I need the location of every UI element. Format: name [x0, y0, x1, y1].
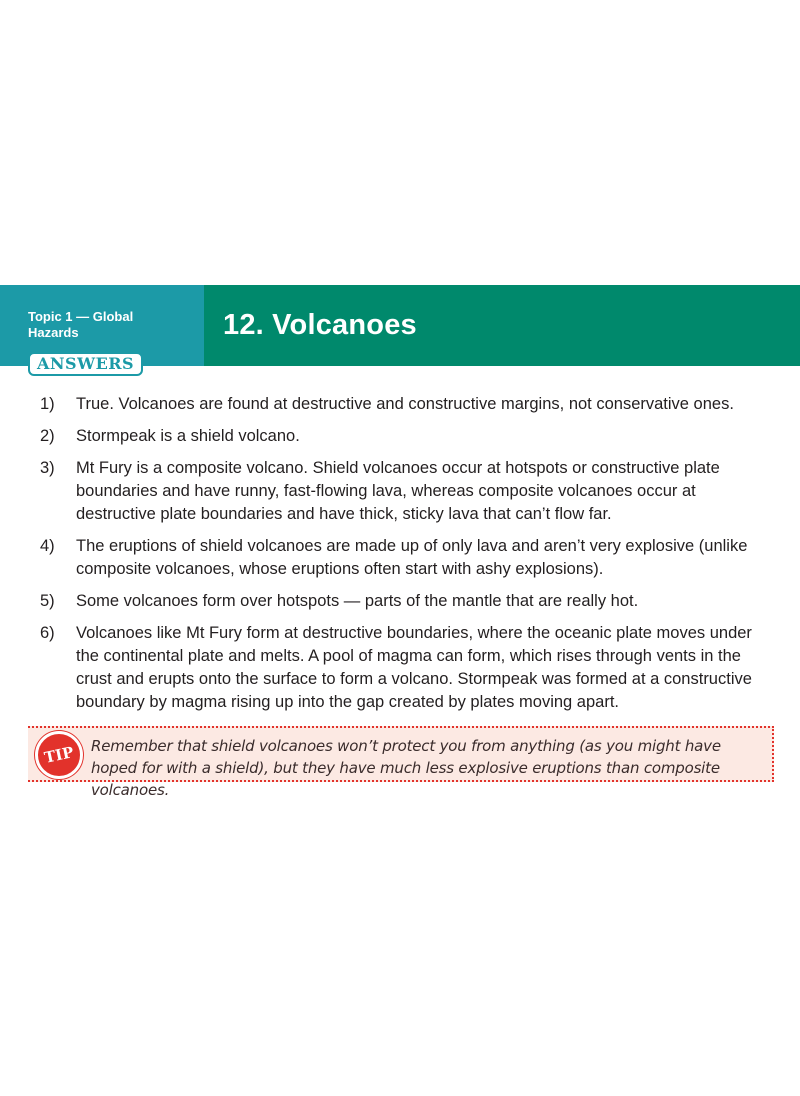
answers-list	[40, 393, 775, 723]
tip-label: TIP	[42, 743, 76, 767]
answer-text: Some volcanoes form over hotspots — parts of the mantle that are really hot.	[76, 592, 639, 610]
tip-badge	[35, 731, 83, 779]
answer-item	[40, 590, 775, 613]
answer-number: 6)	[40, 624, 55, 642]
answer-item	[40, 457, 775, 526]
answer-item	[40, 393, 775, 416]
answer-number: 4)	[40, 537, 55, 555]
answer-number: 5)	[40, 592, 55, 610]
answer-text: The eruptions of shield volcanoes are made up of only lava and aren’t very explosive (unlike composite volcanoes, whose eruptions often start with ashy explosions).	[76, 537, 748, 578]
answer-number: 3)	[40, 459, 55, 477]
topic-label: Topic 1 — Global Hazards	[28, 309, 134, 340]
answer-text: True. Volcanoes are found at destructive and constructive margins, not conservative ones.	[76, 395, 734, 413]
answer-number: 1)	[40, 395, 55, 413]
answer-item	[40, 425, 775, 448]
answer-text: Mt Fury is a composite volcano. Shield volcanoes occur at hotspots or constructive plate boundaries and have runny, fast-flowing lava, whereas composite volcanoes occur at destructive plate boundaries and have thick, sticky lava that can’t flow far.	[76, 459, 720, 523]
tip-text: Remember that shield volcanoes won’t protect you from anything (as you might have hoped for with a shield), but they have much less explosive eruptions than composite volcanoes.	[91, 737, 721, 799]
answer-number: 2)	[40, 427, 55, 445]
title-box	[204, 285, 800, 366]
answer-text: Stormpeak is a shield volcano.	[76, 427, 300, 445]
answer-text: Volcanoes like Mt Fury form at destructive boundaries, where the oceanic plate moves under the continental plate and melts. A pool of magma can form, which rises through vents in the crust and erupts onto the surface to form a volcano. Stormpeak was formed at a constructive boundary by magma rising up into the gap created by plates moving apart.	[76, 624, 752, 711]
page-title: 12. Volcanoes	[223, 309, 417, 341]
answer-item	[40, 535, 775, 581]
answers-badge: ANSWERS	[28, 352, 143, 376]
answer-item	[40, 622, 775, 714]
